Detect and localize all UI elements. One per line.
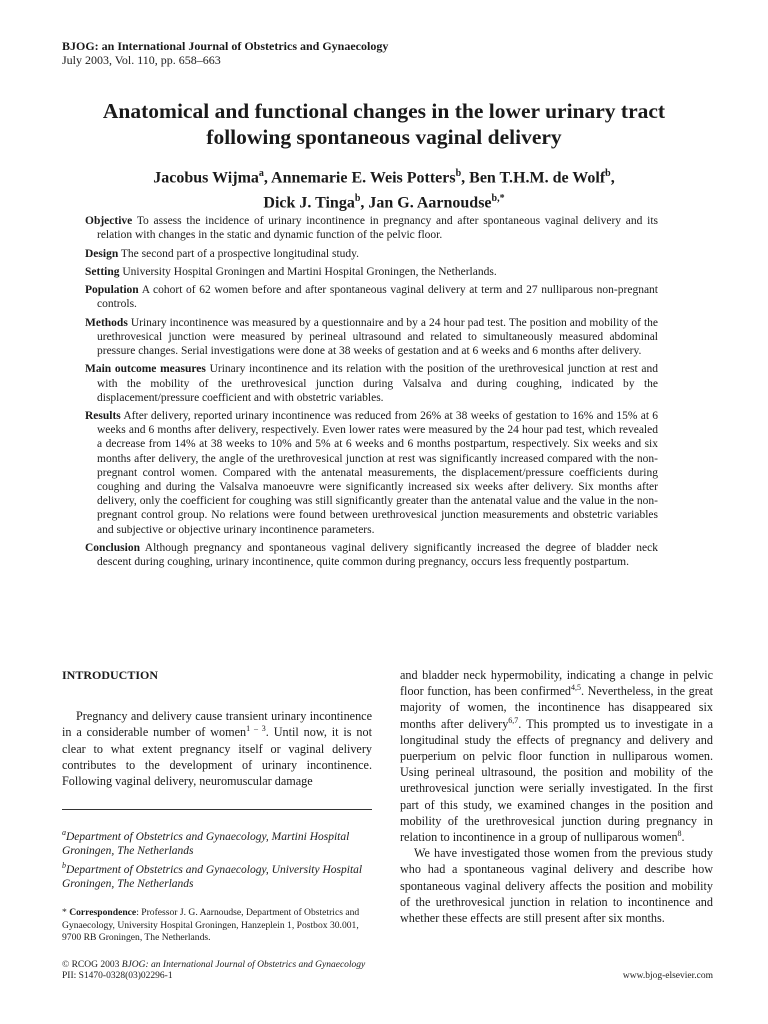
abstract-label: Population xyxy=(85,284,139,297)
body-text: Pregnancy and delivery cause transient urinary incontinence in a considerable number of women xyxy=(62,709,372,740)
correspondence-mark: * xyxy=(62,907,67,918)
abstract-label: Results xyxy=(85,410,121,422)
affiliation-a xyxy=(62,826,372,859)
journal-name: BJOG: an International Journal of Obstetrics and Gynaecology xyxy=(62,39,389,53)
abstract-text: Urinary incontinence was measured by a questionnaire and by a 24 hour pad test. The position and mobility of the urethrovesical junction were measured by perineal ultrasound and related to simultaneously measured abdominal pressure changes. Serial investigations were done at 38 weeks of gestation and at 6 weeks and 6 months after delivery. xyxy=(97,316,658,357)
abstract-label: Design xyxy=(85,247,119,260)
abstract-text: A cohort of 62 women before and after spontaneous vaginal delivery at term and 27 nulliparous non-pregnant controls. xyxy=(97,284,658,311)
copyright-journal: BJOG: an International Journal of Obstetrics and Gynaecology xyxy=(121,960,366,970)
author-line-2: Dick J. Tinga$^b$, Jan G. Aarnoudse$^{b,*}$ xyxy=(263,193,505,212)
author-affiliation-mark: a xyxy=(258,168,264,179)
affiliation-text: Department of Obstetrics and Gynaecology, Martini Hospital Groningen, The Netherlands xyxy=(62,830,350,858)
author-affiliation-mark: b xyxy=(455,168,462,179)
abstract-setting xyxy=(85,265,658,279)
correspondence-text: : Professor J. G. Aarnoudse, Department of Obstetrics and Gynaecology, University Hospital Groningen, Hanzeplein 1, Postbox 30.001, 9700 RB Groningen, The Netherlands. xyxy=(62,907,360,944)
abstract-population xyxy=(85,283,658,311)
intro-paragraph-2 xyxy=(400,667,713,845)
body-text: . xyxy=(681,830,685,845)
title-line-1: Anatomical and functional changes in the lower urinary tract xyxy=(102,99,666,123)
affiliation-b xyxy=(62,859,372,892)
abstract-results xyxy=(85,409,658,537)
journal-url[interactable]: www.bjog-elsevier.com xyxy=(622,971,713,981)
correspondence-label: Correspondence xyxy=(69,907,137,918)
abstract-design xyxy=(85,247,658,261)
title-line-2: following spontaneous vaginal delivery xyxy=(206,125,562,149)
affiliations xyxy=(62,826,372,892)
abstract-text: After delivery, reported urinary incontinence was reduced from 26% at 38 weeks of gestation to 16% and 15% at 6 weeks and 6 months after delivery, respectively. Even lower rates were measured by the 24 hour pad test, which revealed a decrease from 14% at 38 weeks to 10% and 5% at 6 weeks and 6 months postpartum, respectively. Six weeks and six months after delivery, the angle of the urethrovesical junction at rest was significantly increased compared with the non-pregnant control women. Compared with the antenatal measurements, the displacement/pressure coefficients during coughing and during the Valsalva manoeuvre were significantly increased six weeks after delivery. Six months after delivery, only the coefficient for coughing was still significantly greater than the antenatal value and the value in the non-pregnant control group. No relations were found between urethrovesical junction measurements and obstetric variables and subjective or objective urinary incontinence parameters. xyxy=(97,410,658,536)
intro-paragraph-1 xyxy=(62,708,372,789)
author-affiliation-mark: b,* xyxy=(491,193,505,205)
author-affiliation-mark: b xyxy=(354,193,361,205)
body-column-right xyxy=(400,667,713,926)
author-affiliation-mark: b xyxy=(605,168,611,179)
author-list xyxy=(40,163,728,214)
author-name: Dick J. Tinga xyxy=(263,194,355,212)
abstract-label: Objective xyxy=(85,215,133,227)
abstract-text: The second part of a prospective longitudinal study. xyxy=(120,247,360,260)
abstract xyxy=(85,214,658,573)
journal-header xyxy=(62,39,388,67)
abstract-label: Methods xyxy=(85,316,128,329)
citation: 6,7 xyxy=(508,715,519,725)
abstract-text: University Hospital Groningen and Martini Hospital Groningen, the Netherlands. xyxy=(122,265,497,278)
author-line-1: Jacobus Wijma$^a$, Annemarie E. Weis Potters$^b$, Ben T.H.M. de Wolf$^b$, xyxy=(153,168,615,187)
abstract-label: Conclusion xyxy=(85,541,140,554)
abstract-methods xyxy=(85,316,658,359)
citation: 8 xyxy=(677,828,682,838)
page-footer xyxy=(62,960,713,982)
abstract-conclusion xyxy=(85,541,658,569)
affiliation-text: Department of Obstetrics and Gynaecology, University Hospital Groningen, The Netherlands xyxy=(62,863,363,891)
article-title xyxy=(40,98,728,150)
abstract-text: Urinary incontinence and its relation with the position of the urethrovesical junction at rest and with the mobility of the urethrovesical junction during Valsalva and during coughing, indicated by the displacement/pressure coefficient and with obstetric variables. xyxy=(97,363,658,404)
body-text: and bladder neck hypermobility, indicating a change in pelvic floor function, has been confirmed xyxy=(400,668,713,699)
abstract-main-outcome-measures xyxy=(85,362,658,405)
citation: 4,5 xyxy=(570,683,581,693)
citation: 1 – 3 xyxy=(246,724,266,734)
pii-line: PII: S1470-0328(03)02296-1 xyxy=(62,971,173,981)
footnote-divider xyxy=(62,809,372,810)
body-column-left xyxy=(62,667,372,789)
abstract-label: Main outcome measures xyxy=(85,363,206,376)
author-name: Ben T.H.M. de Wolf xyxy=(469,169,606,187)
correspondence-note xyxy=(62,907,372,945)
author-name: Jacobus Wijma xyxy=(153,169,259,187)
copyright-line xyxy=(62,960,713,971)
abstract-label: Setting xyxy=(85,265,120,278)
author-name: Annemarie E. Weis Potters xyxy=(271,169,456,187)
journal-issue: July 2003, Vol. 110, pp. 658–663 xyxy=(62,53,221,67)
abstract-objective xyxy=(85,214,658,242)
intro-paragraph-3: We have investigated those women from the previous study who had a spontaneous vaginal delivery and describe how spontaneous vaginal delivery affects the position and mobility of the urethrovesical junction in relation to incontinence and whether these effects are still present after six months. xyxy=(400,846,713,926)
abstract-text: To assess the incidence of urinary incontinence in pregnancy and after spontaneous vaginal delivery and its relation with changes in the static and dynamic function of the pelvic floor. xyxy=(97,215,658,242)
copyright-prefix: © RCOG 2003 xyxy=(62,960,120,970)
abstract-text: Although pregnancy and spontaneous vaginal delivery significantly increased the degree of bladder neck descent during coughing, urinary incontinence, quite common during pregnancy, occurs less frequently postpartum. xyxy=(97,541,658,569)
section-heading-introduction: INTRODUCTION xyxy=(62,668,159,682)
body-text: . Nevertheless, in the great majority of women, the incontinence has disappeared six months after delivery xyxy=(400,684,713,731)
body-text: . Until now, it is not clear to what extent pregnancy itself or vaginal delivery contributes to the development of urinary incontinence. Following vaginal delivery, neuromuscular damage xyxy=(62,725,372,789)
author-name: Jan G. Aarnoudse xyxy=(368,194,492,212)
affiliation-mark: b xyxy=(62,860,66,870)
affiliation-mark: a xyxy=(62,828,66,837)
body-text: . This prompted us to investigate in a longitudinal study the effects of pregnancy and delivery and puerperium on pelvic floor function in nulliparous women. Using perineal ultrasound, the position and mobility of the urethrovesical junction were serially investigated. In the first part of this study, we examined changes in the position and mobility of the urethrovesical junction during pregnancy in relation to incontinence in a group of nulliparous women xyxy=(400,716,713,845)
